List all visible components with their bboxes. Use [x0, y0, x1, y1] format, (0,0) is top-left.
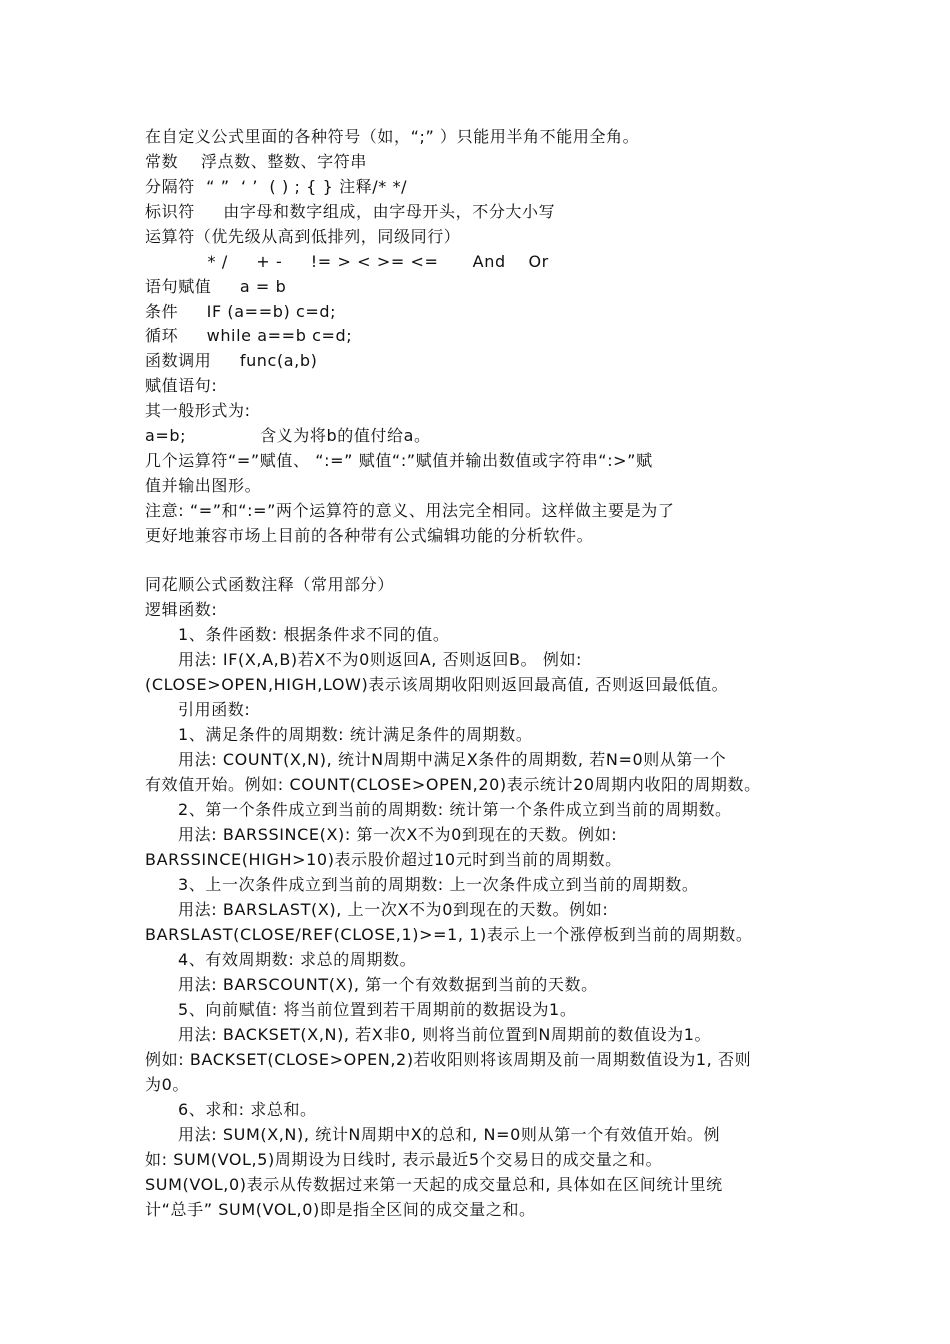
text-line: 用法: IF(X,A,B)若X不为0则返回A, 否则返回B。 例如: — [178, 650, 583, 669]
text-line: * / + - != > < >= <= And Or — [145, 252, 549, 271]
text-line: 常数 浮点数、整数、字符串 — [145, 152, 367, 171]
text-line: 条件 IF (a==b) c=d; — [145, 302, 337, 321]
text-line: 其一般形式为: — [145, 401, 251, 420]
text-line: 用法: BARSSINCE(X): 第一次X不为0到现在的天数。例如: — [178, 825, 618, 844]
text-line: 运算符（优先级从高到低排列，同级同行） — [145, 227, 461, 246]
text-line: 5、向前赋值: 将当前位置到若干周期前的数据设为1。 — [178, 1000, 577, 1019]
text-line: 在自定义公式里面的各种符号（如，“;” ）只能用半角不能用全角。 — [145, 127, 640, 146]
text-line: SUM(VOL,0)表示从传数据过来第一天起的成交量总和, 具体如在区间统计里统 — [145, 1175, 723, 1194]
text-line: 1、满足条件的周期数: 统计满足条件的周期数。 — [178, 725, 533, 744]
text-line: 注意: “=”和“:=”两个运算符的意义、用法完全相同。这样做主要是为了 — [145, 501, 675, 520]
text-line: 6、求和: 求总和。 — [178, 1100, 317, 1119]
text-line: 有效值开始。例如: COUNT(CLOSE>OPEN,20)表示统计20周期内收阳的周期数。 — [145, 775, 761, 794]
text-line: 为0。 — [145, 1075, 189, 1094]
section-title: 同花顺公式函数注释（常用部分） — [145, 575, 395, 594]
text-line: 例如: BACKSET(CLOSE>OPEN,2)若收阳则将该周期及前一周期数值设为1, 否则 — [145, 1050, 752, 1069]
text-line: 4、有效周期数: 求总的周期数。 — [178, 950, 417, 969]
text-line: 函数调用 func(a,b) — [145, 351, 318, 370]
text-line: 用法: BACKSET(X,N), 若X非0, 则将当前位置到N周期前的数值设为1。 — [178, 1025, 712, 1044]
text-line: 逻辑函数: — [145, 600, 218, 619]
text-line: 语句赋值 a = b — [145, 277, 287, 296]
text-line: 用法: SUM(X,N), 统计N周期中X的总和, N=0则从第一个有效值开始。例 — [178, 1125, 721, 1144]
text-line: 用法: BARSLAST(X), 上一次X不为0到现在的天数。例如: — [178, 900, 609, 919]
text-line: 赋值语句: — [145, 376, 218, 395]
text-line: 引用函数: — [178, 700, 251, 719]
text-line: 值并输出图形。 — [145, 476, 262, 495]
text-line: 2、第一个条件成立到当前的周期数: 统计第一个条件成立到当前的周期数。 — [178, 800, 732, 819]
text-line: 循环 while a==b c=d; — [145, 326, 353, 345]
text-line: 分隔符 “ ” ‘ ’ ( ) ; { } 注释/* */ — [145, 177, 408, 196]
text-line: 用法: BARSCOUNT(X), 第一个有效数据到当前的天数。 — [178, 975, 598, 994]
text-line: 1、条件函数: 根据条件求不同的值。 — [178, 625, 450, 644]
text-line: BARSLAST(CLOSE/REF(CLOSE,1)>=1, 1)表示上一个涨停板到当前的周期数。 — [145, 925, 753, 944]
text-line: (CLOSE>OPEN,HIGH,LOW)表示该周期收阳则返回最高值, 否则返回最低值。 — [145, 675, 729, 694]
text-line: 3、上一次条件成立到当前的周期数: 上一次条件成立到当前的周期数。 — [178, 875, 699, 894]
text-line: 计“总手” SUM(VOL,0)即是指全区间的成交量之和。 — [145, 1200, 536, 1219]
text-line: 几个运算符“=”赋值、 “:=” 赋值“:”赋值并输出数值或字符串“:>”赋 — [145, 451, 653, 470]
text-line: 用法: COUNT(X,N), 统计N周期中满足X条件的周期数, 若N=0则从第一个 — [178, 750, 727, 769]
text-line: 更好地兼容市场上目前的各种带有公式编辑功能的分析软件。 — [145, 526, 594, 545]
text-line: 标识符 由字母和数字组成，由字母开头，不分大小写 — [145, 202, 556, 221]
text-line: 如: SUM(VOL,5)周期设为日线时, 表示最近5个交易日的成交量之和。 — [145, 1150, 663, 1169]
text-line: BARSSINCE(HIGH>10)表示股价超过10元时到当前的周期数。 — [145, 850, 622, 869]
text-line: a=b; 含义为将b的值付给a。 — [145, 426, 431, 445]
